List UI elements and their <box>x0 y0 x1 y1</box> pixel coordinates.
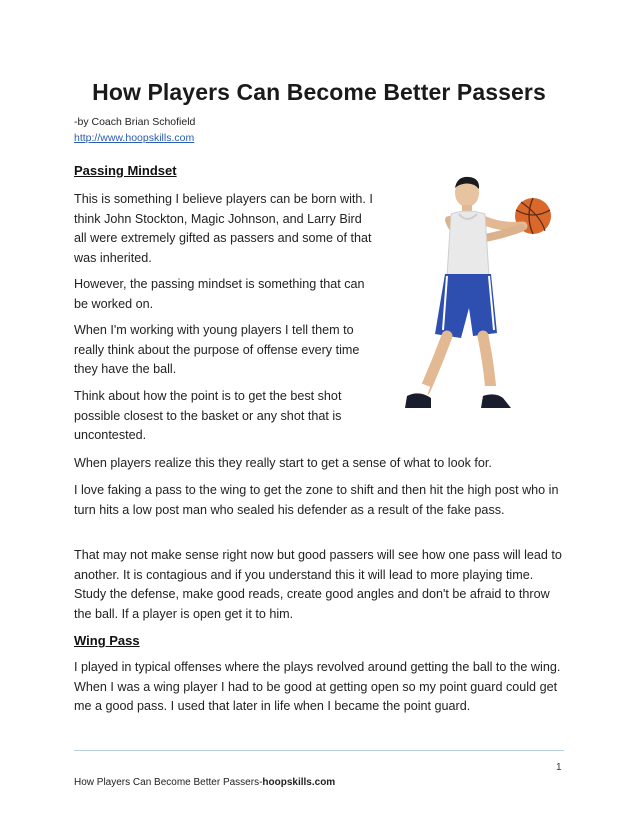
footer-text <box>74 777 335 788</box>
website-link[interactable]: http://www.hoopskills.com <box>74 132 195 144</box>
page-number: 1 <box>556 762 562 773</box>
paragraph: When players realize this they really start to get a sense of what to look for. <box>74 456 492 470</box>
footer-title: How Players Can Become Better Passers- <box>74 777 263 788</box>
paragraph: Think about how the point is to get the best shot possible closest to the basket or any shot that is uncontested. <box>74 389 342 442</box>
byline: -by Coach Brian Schofield <box>74 116 196 128</box>
footer-site: hoopskills.com <box>262 777 336 788</box>
paragraph: I played in typical offenses where the plays revolved around getting the ball to the wing. When I was a wing player I had to be good at getting open so my point guard could get me a good pass. I used that later in life when I became the point guard. <box>74 660 561 713</box>
section-heading-wing-pass: Wing Pass <box>74 633 140 648</box>
paragraph: When I'm working with young players I tell them to really think about the purpose of offense every time they have the ball. <box>74 323 360 376</box>
paragraph: I love faking a pass to the wing to get the zone to shift and then hit the high post who in turn hits a low post man who sealed his defender as a result of the fake pass. <box>74 483 559 517</box>
paragraph: However, the passing mindset is something that can be worked on. <box>74 277 365 311</box>
document-title: How Players Can Become Better Passers <box>92 79 546 105</box>
paragraph: That may not make sense right now but good passers will see how one pass will lead to another. It is contagious and if you understand this it will lead to more playing time. Study the defense, make good reads, create good angles and don't be afraid to throw the ball. If a player is open get it to him. <box>74 548 562 621</box>
footer-divider <box>74 750 564 751</box>
paragraph: This is something I believe players can be born with. I think John Stockton, Magic Johnson, and Larry Bird all were extremely gifted as passers and some of that was inherited. <box>74 192 373 265</box>
basketball-player-image <box>385 158 565 428</box>
section-heading-passing-mindset: Passing Mindset <box>74 163 177 178</box>
